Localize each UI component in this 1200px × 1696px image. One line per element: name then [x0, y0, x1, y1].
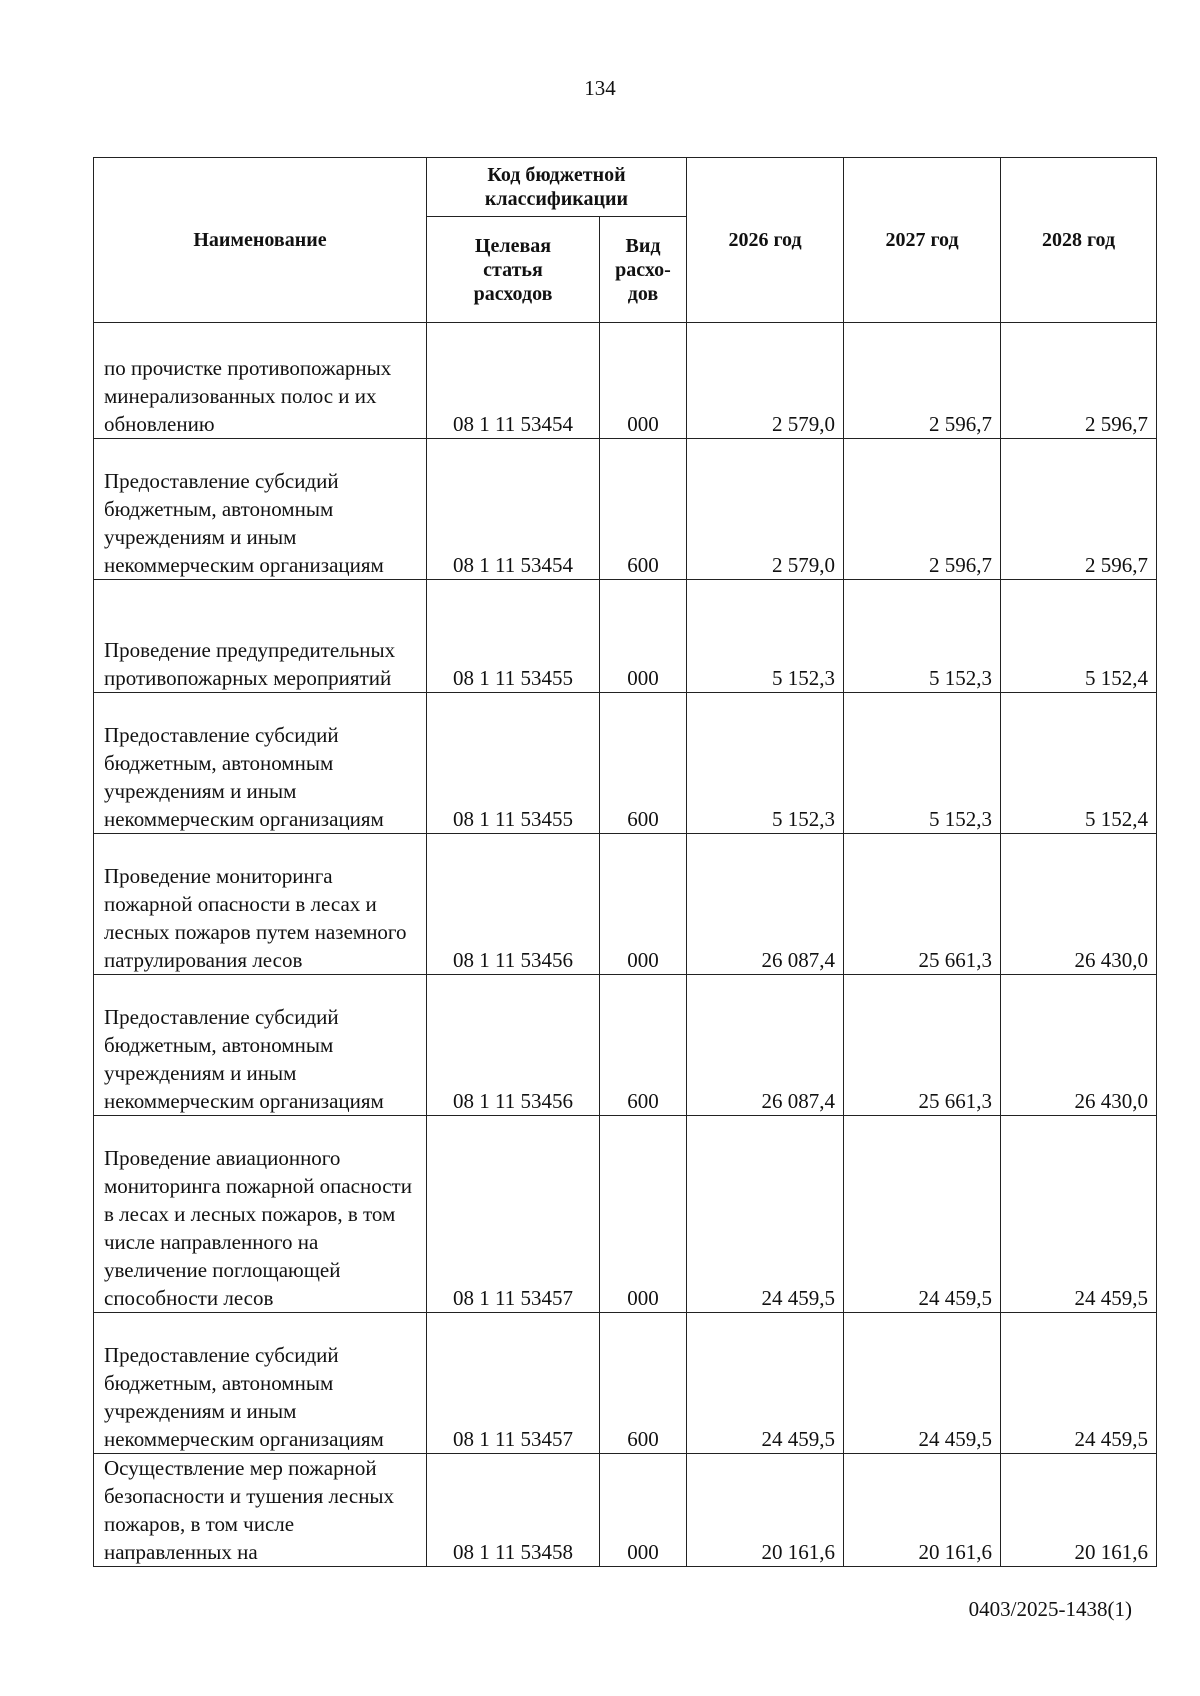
table-row	[94, 439, 1157, 580]
table-row	[94, 1116, 1157, 1313]
row-value-2027: 5 152,3	[844, 693, 1001, 834]
row-name: Предоставление субсидий бюджетным, автономным учреждениям и иным некоммерческим организациям	[94, 693, 427, 834]
row-value-2026: 24 459,5	[687, 1313, 844, 1454]
page-number: 134	[584, 76, 616, 100]
header-2026: 2026 год	[687, 158, 844, 323]
row-target-article: 08 1 11 53458	[427, 1454, 600, 1567]
row-value-2028: 2 596,7	[1001, 323, 1157, 439]
row-value-2028: 20 161,6	[1001, 1454, 1157, 1567]
table-row	[94, 580, 1157, 693]
row-value-2027: 5 152,3	[844, 580, 1001, 693]
row-name: Проведение мониторинга пожарной опасности в лесах и лесных пожаров путем наземного патрулирования лесов	[94, 834, 427, 975]
row-name: по прочистке противопожарных минерализованных полос и их обновлению	[94, 323, 427, 439]
row-value-2028: 5 152,4	[1001, 580, 1157, 693]
row-expense-kind: 000	[600, 580, 687, 693]
row-expense-kind: 000	[600, 1454, 687, 1567]
table-row	[94, 323, 1157, 439]
header-target-article: Целевая статья расходов	[427, 217, 600, 323]
row-target-article: 08 1 11 53457	[427, 1116, 600, 1313]
row-target-article: 08 1 11 53454	[427, 439, 600, 580]
row-target-article: 08 1 11 53456	[427, 834, 600, 975]
header-code-group: Код бюджетной классификации	[427, 158, 687, 217]
row-name: Предоставление субсидий бюджетным, автономным учреждениям и иным некоммерческим организациям	[94, 975, 427, 1116]
row-expense-kind: 600	[600, 693, 687, 834]
row-value-2027: 2 596,7	[844, 323, 1001, 439]
row-value-2026: 5 152,3	[687, 580, 844, 693]
row-expense-kind: 600	[600, 975, 687, 1116]
row-value-2028: 24 459,5	[1001, 1116, 1157, 1313]
table-row	[94, 975, 1157, 1116]
row-value-2026: 20 161,6	[687, 1454, 844, 1567]
table-body	[94, 323, 1157, 1567]
row-value-2027: 24 459,5	[844, 1116, 1001, 1313]
header-2028: 2028 год	[1001, 158, 1157, 323]
header-name: Наименование	[94, 158, 427, 323]
table-row	[94, 1454, 1157, 1567]
document-code: 0403/2025-1438(1)	[968, 1597, 1132, 1621]
row-value-2028: 2 596,7	[1001, 439, 1157, 580]
row-value-2028: 26 430,0	[1001, 975, 1157, 1116]
header-expense-kind: Вид расхо-дов	[600, 217, 687, 323]
budget-table	[93, 157, 1157, 1567]
row-name: Предоставление субсидий бюджетным, автономным учреждениям и иным некоммерческим организациям	[94, 1313, 427, 1454]
row-value-2027: 25 661,3	[844, 834, 1001, 975]
row-expense-kind: 000	[600, 323, 687, 439]
row-value-2026: 5 152,3	[687, 693, 844, 834]
row-target-article: 08 1 11 53455	[427, 580, 600, 693]
row-value-2028: 26 430,0	[1001, 834, 1157, 975]
row-value-2027: 2 596,7	[844, 439, 1001, 580]
row-expense-kind: 600	[600, 1313, 687, 1454]
row-value-2026: 26 087,4	[687, 975, 844, 1116]
table-header	[94, 158, 1157, 323]
row-name: Осуществление мер пожарной безопасности и тушения лесных пожаров, в том числе направленных на	[94, 1454, 427, 1567]
row-target-article: 08 1 11 53456	[427, 975, 600, 1116]
row-target-article: 08 1 11 53455	[427, 693, 600, 834]
table-row	[94, 1313, 1157, 1454]
row-name: Проведение предупредительных противопожарных мероприятий	[94, 580, 427, 693]
row-target-article: 08 1 11 53457	[427, 1313, 600, 1454]
row-expense-kind: 000	[600, 1116, 687, 1313]
row-value-2027: 25 661,3	[844, 975, 1001, 1116]
row-expense-kind: 600	[600, 439, 687, 580]
row-name: Предоставление субсидий бюджетным, автономным учреждениям и иным некоммерческим организациям	[94, 439, 427, 580]
table-row	[94, 834, 1157, 975]
header-2027: 2027 год	[844, 158, 1001, 323]
row-value-2026: 2 579,0	[687, 439, 844, 580]
row-value-2027: 24 459,5	[844, 1313, 1001, 1454]
row-value-2028: 5 152,4	[1001, 693, 1157, 834]
row-name: Проведение авиационного мониторинга пожарной опасности в лесах и лесных пожаров, в том числе направленного на увеличение поглощающей способности лесов	[94, 1116, 427, 1313]
row-value-2026: 26 087,4	[687, 834, 844, 975]
row-value-2026: 2 579,0	[687, 323, 844, 439]
row-target-article: 08 1 11 53454	[427, 323, 600, 439]
row-value-2026: 24 459,5	[687, 1116, 844, 1313]
row-value-2028: 24 459,5	[1001, 1313, 1157, 1454]
row-expense-kind: 000	[600, 834, 687, 975]
table-row	[94, 693, 1157, 834]
row-value-2027: 20 161,6	[844, 1454, 1001, 1567]
